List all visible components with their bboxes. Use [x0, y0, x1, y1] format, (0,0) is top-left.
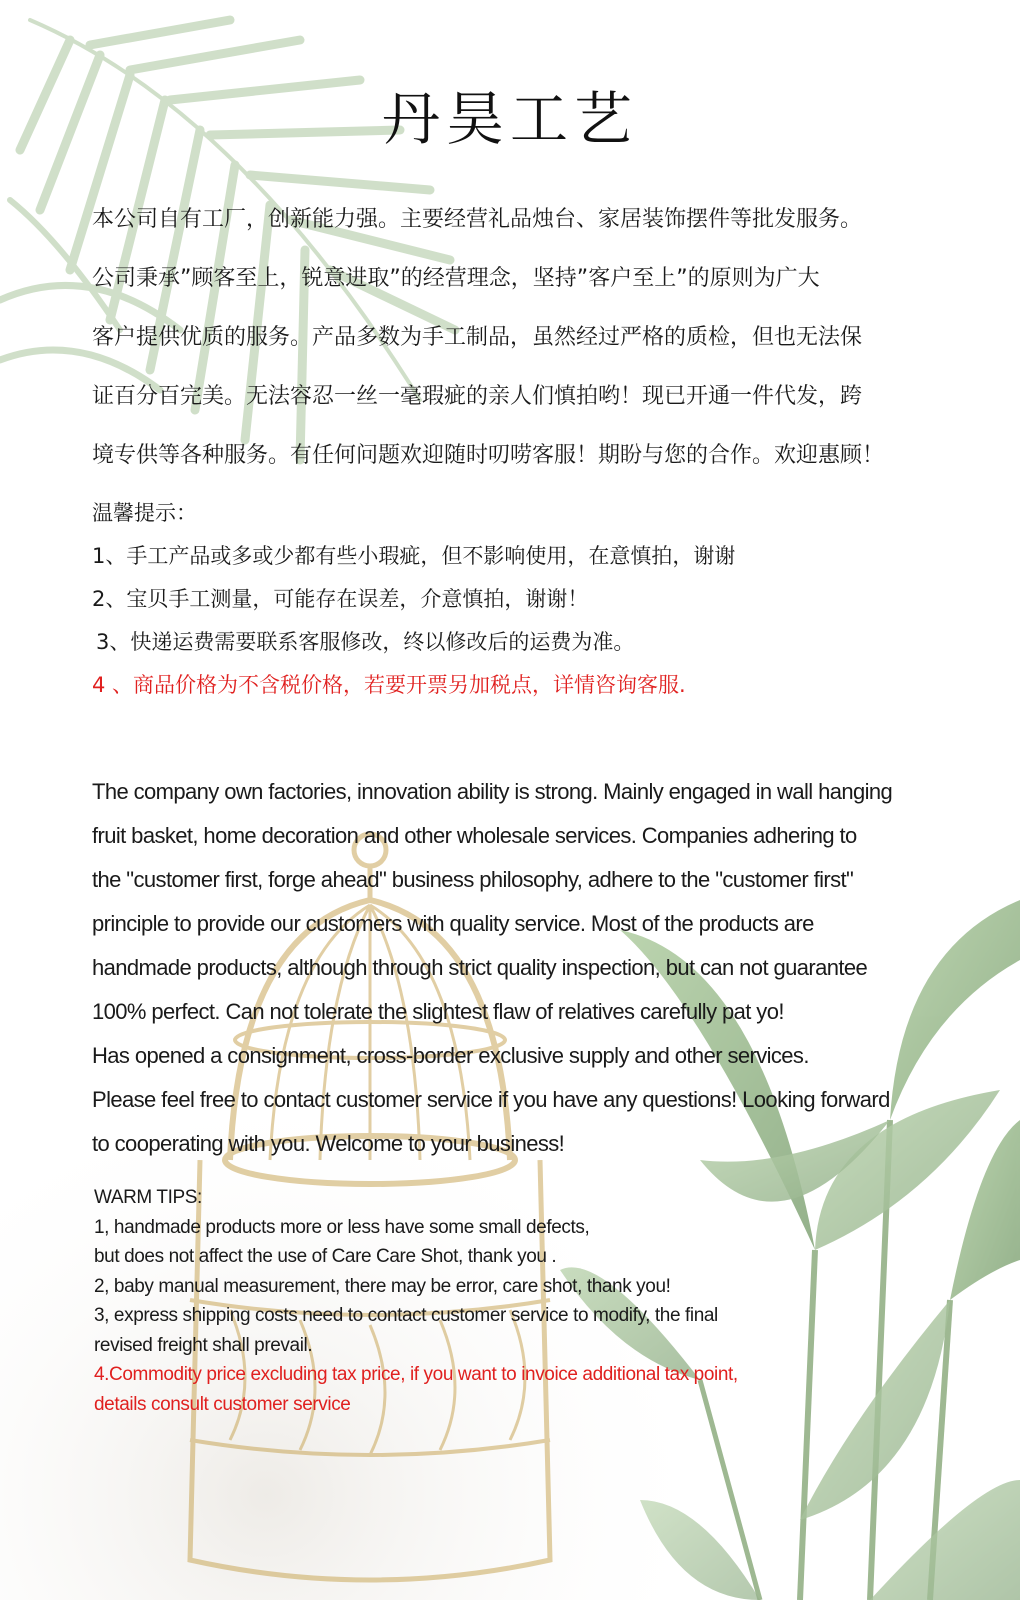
- cn-intro-line: 证百分百完美。无法容忍一丝一毫瑕疵的亲人们慎拍哟！现已开通一件代发，跨: [92, 384, 863, 409]
- en-intro-line: principle to provide our customers with quality service. Most of the products are: [92, 911, 814, 936]
- en-intro-line: to cooperating with you. Welcome to your business!: [92, 1131, 565, 1156]
- cn-tip-item: 3、快递运费需要联系客服修改，终以修改后的运费为准。: [96, 630, 635, 654]
- page-title: 丹昊工艺: [381, 85, 638, 153]
- english-intro: [92, 770, 972, 1166]
- en-tip-line: but does not affect the use of Care Care Shot, thank you .: [94, 1246, 557, 1267]
- chinese-intro: [92, 190, 972, 485]
- cn-intro-line: 公司秉承”顾客至上，锐意进取”的经营理念，坚持”客户至上”的原则为广大: [92, 266, 820, 291]
- cn-tip-item: 2、宝贝手工测量，可能存在误差，介意慎拍，谢谢！: [92, 587, 589, 611]
- chinese-warm-tips: [92, 492, 972, 707]
- en-tip-line: 3, express shipping costs need to contact customer service to modify, the final: [94, 1305, 718, 1326]
- cn-tip-item: 1、手工产品或多或少都有些小瑕疵，但不影响使用，在意慎拍，谢谢: [92, 544, 736, 568]
- en-intro-line: 100% perfect. Can not tolerate the slightest flaw of relatives carefully pat yo!: [92, 999, 784, 1024]
- en-tip-line: 1, handmade products more or less have some small defects,: [94, 1216, 590, 1238]
- en-tip-line-tax: 4.Commodity price excluding tax price, if you want to invoice additional tax point,: [94, 1364, 738, 1385]
- en-tip-line-tax: details consult customer service: [94, 1393, 351, 1415]
- cn-intro-line: 境专供等各种服务。有任何问题欢迎随时叨唠客服！期盼与您的合作。欢迎惠顾！: [92, 443, 885, 468]
- cn-intro-line: 客户提供优质的服务。产品多数为手工制品，虽然经过严格的质检，但也无法保: [92, 325, 863, 350]
- en-intro-line: The company own factories, innovation ability is strong. Mainly engaged in wall hanging: [92, 779, 893, 804]
- en-tips-heading: WARM TIPS:: [94, 1187, 202, 1208]
- en-intro-line: Has opened a consignment, cross-border exclusive supply and other services.: [92, 1043, 809, 1068]
- cn-intro-line: 本公司自有工厂，创新能力强。主要经营礼品烛台、家居装饰摆件等批发服务。: [92, 207, 863, 232]
- en-intro-line: Please feel free to contact customer service if you have any questions! Looking forward: [92, 1087, 890, 1112]
- en-intro-line: handmade products, although through strict quality inspection, but can not guarantee: [92, 955, 868, 980]
- en-intro-line: the "customer first, forge ahead" business philosophy, adhere to the "customer first": [92, 867, 854, 892]
- en-tip-line: 2, baby manual measurement, there may be error, care shot, thank you!: [94, 1275, 671, 1297]
- cn-tips-heading: 温馨提示：: [92, 501, 197, 525]
- en-intro-line: fruit basket, home decoration and other wholesale services. Companies adhering to: [92, 823, 857, 848]
- english-warm-tips: [94, 1183, 854, 1419]
- cn-tip-item-tax: 4 、商品价格为不含税价格，若要开票另加税点，详情咨询客服.: [92, 673, 686, 697]
- en-tip-line: revised freight shall prevail.: [94, 1334, 313, 1356]
